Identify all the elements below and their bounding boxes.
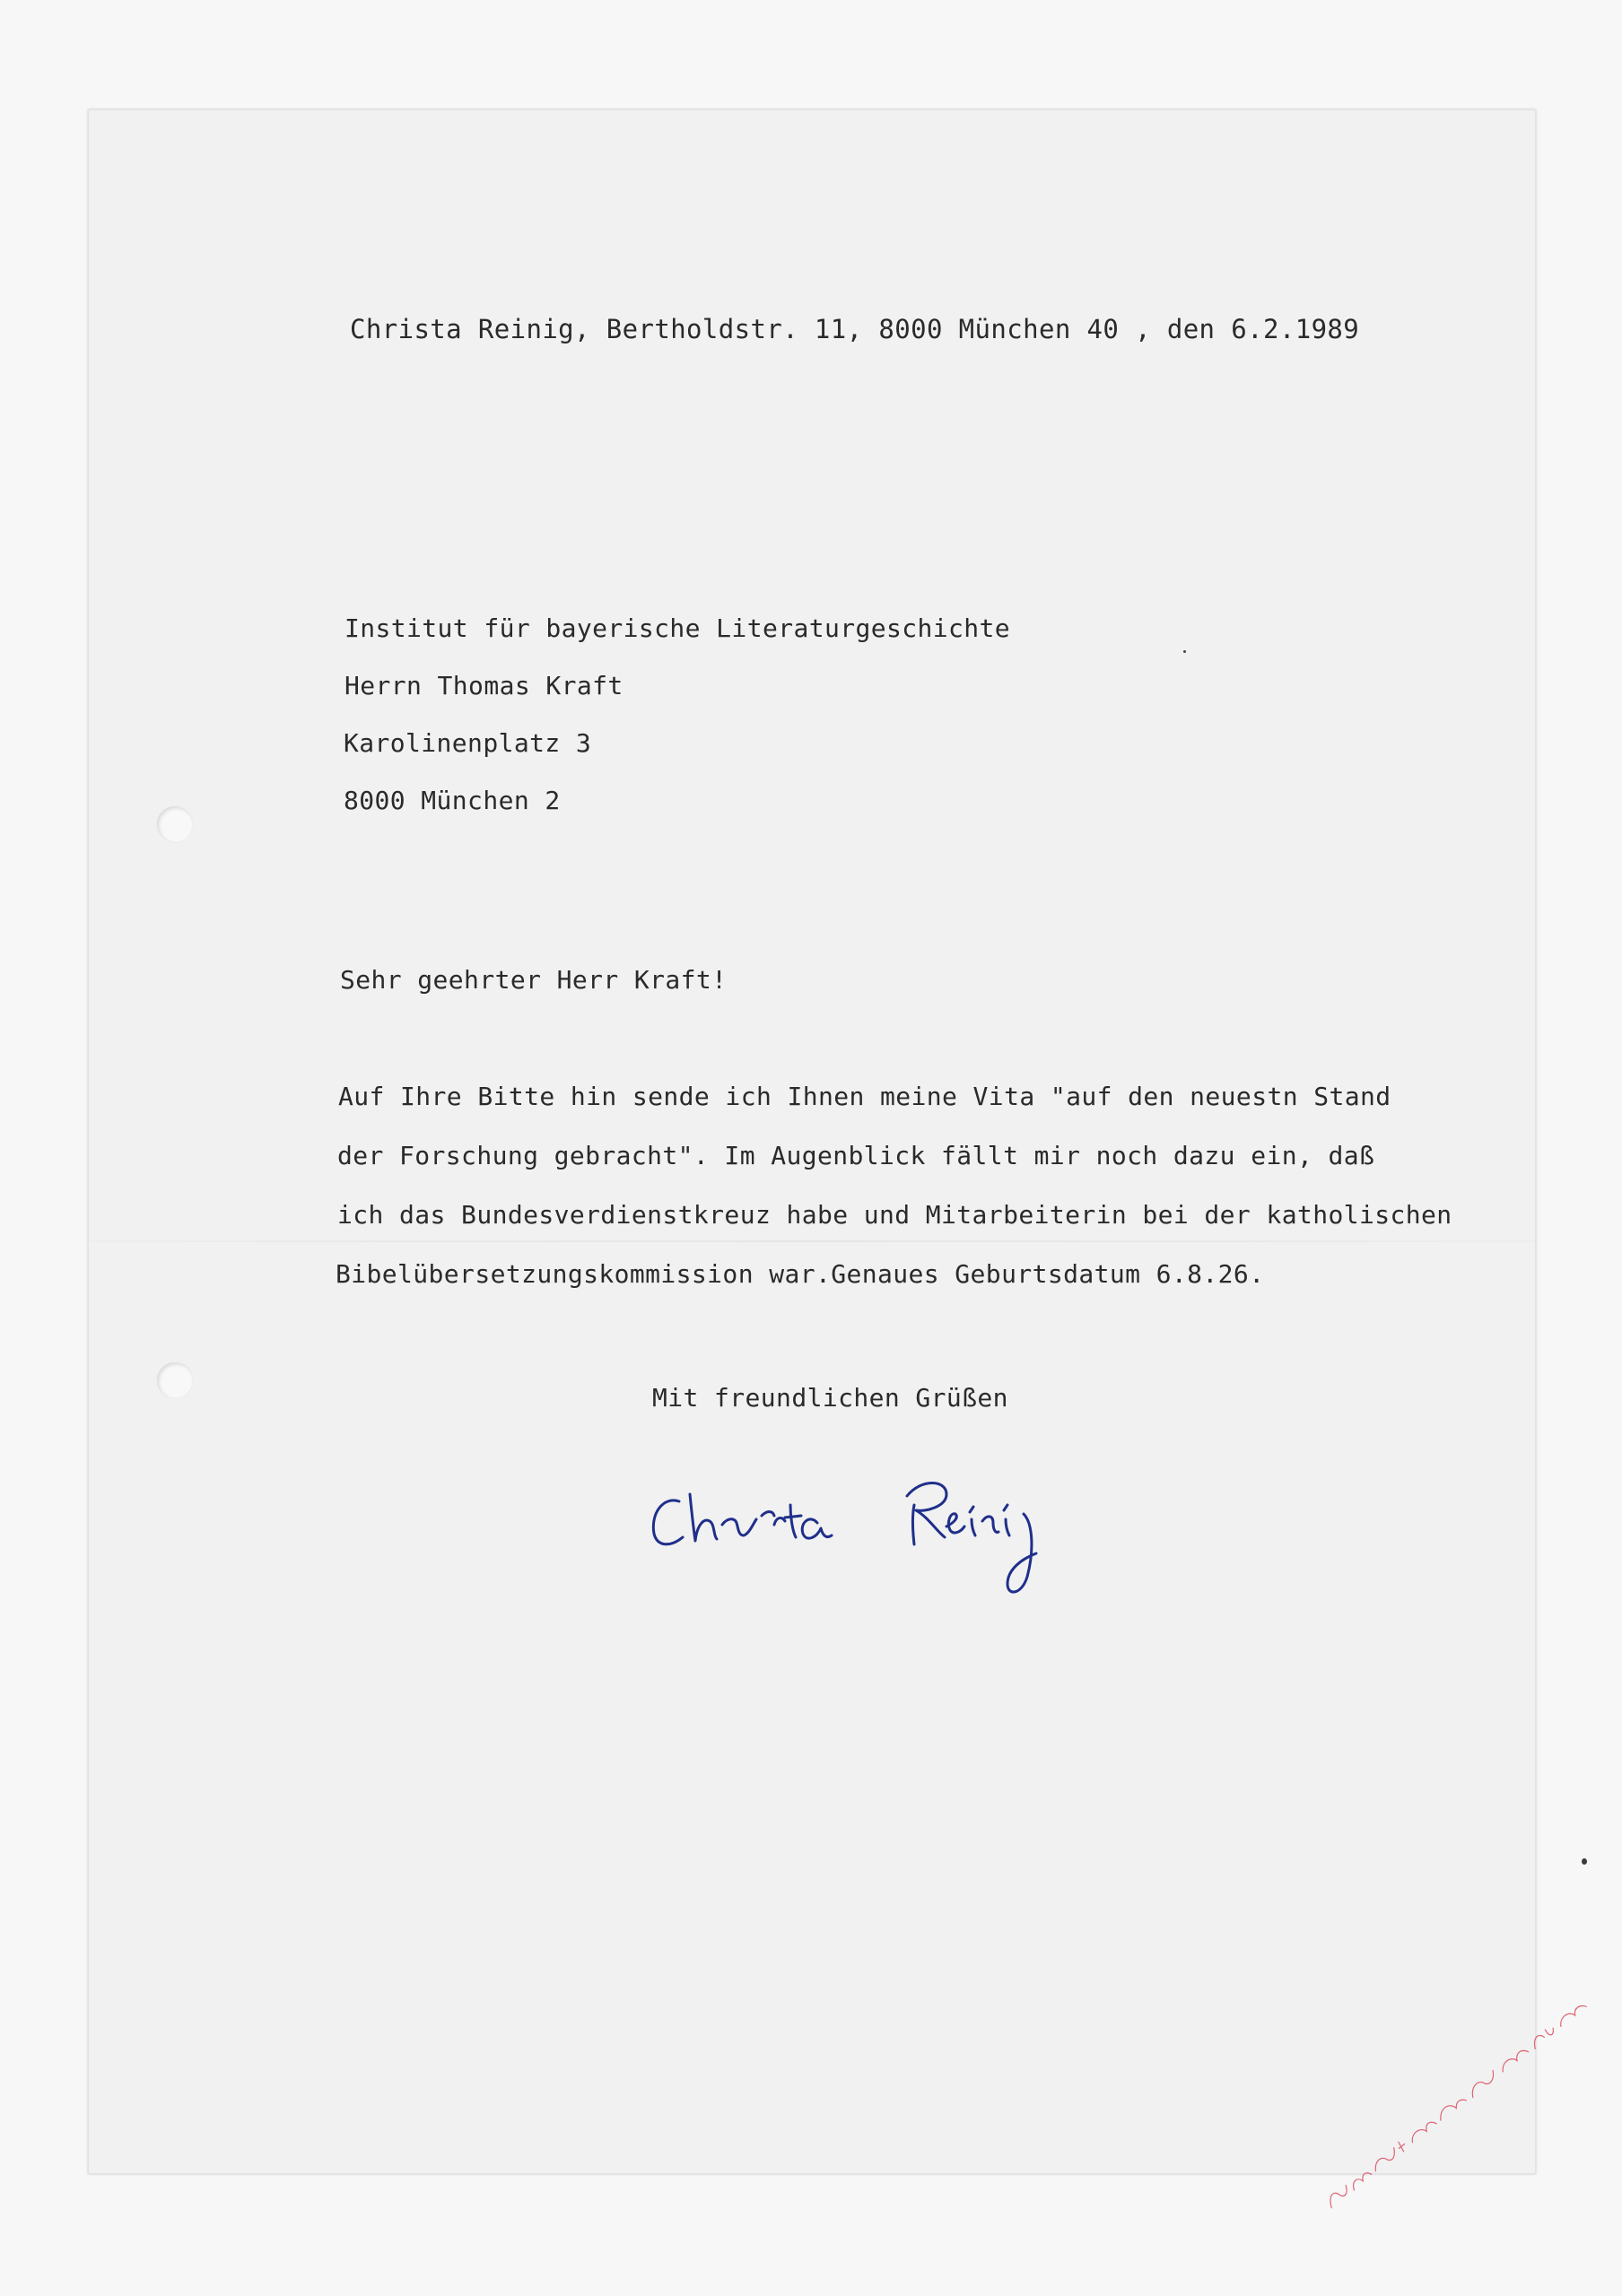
recipient-city: 8000 München 2 [344,786,561,815]
body-line: Bibelübersetzungskommission war.Genaues Geburtsdatum 6.8.26. [336,1259,1265,1289]
body-line: ich das Bundesverdienstkreuz habe und Mitarbeiterin bei der katholischen [337,1200,1452,1230]
sender-line: Christa Reinig, Bertholdstr. 11, 8000 München 40 , den 6.2.1989 [350,314,1360,344]
recipient-institution: Institut für bayerische Literaturgeschichte [344,613,1011,643]
paper-speck [1582,1858,1587,1865]
body-line: der Forschung gebracht". Im Augenblick fällt mir noch dazu ein, daß [337,1141,1375,1170]
recipient-name: Herrn Thomas Kraft [344,671,624,700]
handwritten-signature [641,1460,1090,1613]
recipient-street: Karolinenplatz 3 [344,728,592,758]
punch-hole [157,806,193,842]
closing: Mit freundlichen Grüßen [652,1383,1008,1413]
body-line: Auf Ihre Bitte hin sende ich Ihnen meine Vita "auf den neuestn Stand [338,1082,1391,1111]
paper-fold [89,1240,1535,1242]
salutation: Sehr geehrter Herr Kraft! [340,965,728,995]
punch-hole [157,1362,193,1398]
paper-speck [1183,650,1186,653]
